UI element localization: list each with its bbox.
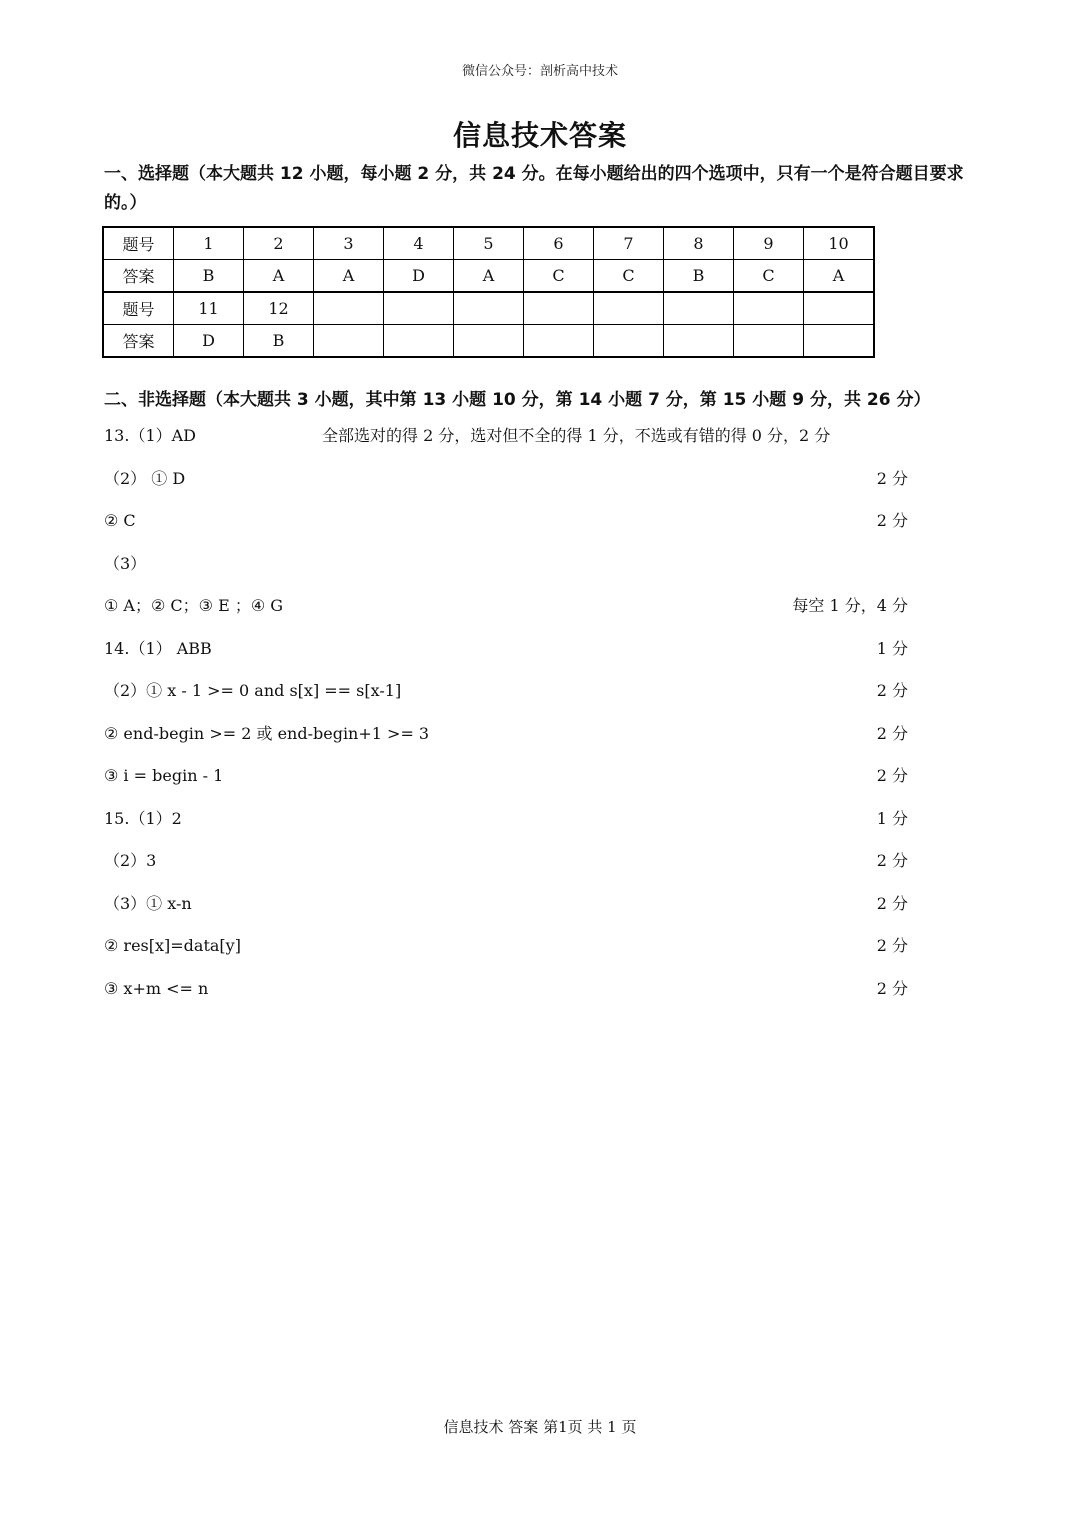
table-cell — [734, 292, 804, 325]
table-cell: 11 — [174, 292, 244, 325]
scoring-note: 全部选对的得 2 分，选对但不全的得 1 分，不选或有错的得 0 分，2 分 — [322, 426, 831, 445]
table-row — [103, 325, 874, 358]
table-cell: 3 — [314, 227, 384, 260]
answer-line — [104, 466, 908, 492]
table-cell — [664, 325, 734, 358]
number-row-label: 题号 — [103, 292, 174, 325]
table-cell: 10 — [804, 227, 875, 260]
answer-text: ② res[x]=data[y] — [104, 936, 241, 955]
table-cell — [384, 325, 454, 358]
table-cell — [594, 292, 664, 325]
section-1-heading: 一、选择题（本大题共 12 小题，每小题 2 分，共 24 分。在每小题给出的四个选项中，只有一个是符合题目要求的。） — [104, 164, 964, 213]
answer-text: 15.（1）2 — [104, 809, 182, 828]
answer-text: （2）3 — [104, 851, 157, 870]
table-cell — [314, 325, 384, 358]
answer-text: ③ i = begin - 1 — [104, 766, 224, 785]
answer-text: 13.（1）AD — [104, 426, 197, 445]
answer-row-label: 答案 — [103, 260, 174, 293]
score-text: 1 分 — [876, 809, 908, 828]
table-cell: C — [734, 260, 804, 293]
table-row — [103, 227, 874, 260]
table-cell — [454, 325, 524, 358]
answer-line — [104, 763, 908, 789]
answer-text: （2） ① D — [104, 469, 186, 488]
table-cell — [594, 325, 664, 358]
score-text: 每空 1 分，4 分 — [792, 596, 908, 615]
answer-table — [102, 226, 875, 358]
table-cell: A — [314, 260, 384, 293]
number-row-label: 题号 — [103, 227, 174, 260]
answer-line — [104, 593, 908, 619]
table-cell: A — [454, 260, 524, 293]
score-text: 1 分 — [876, 639, 908, 658]
score-text: 2 分 — [876, 936, 908, 955]
answer-line — [104, 806, 908, 832]
table-cell: C — [594, 260, 664, 293]
answer-text: （3） — [104, 554, 147, 573]
table-cell — [314, 292, 384, 325]
answer-line — [104, 976, 908, 1002]
answer-line — [104, 933, 908, 959]
score-text: 2 分 — [876, 979, 908, 998]
table-cell — [664, 292, 734, 325]
table-cell: 9 — [734, 227, 804, 260]
score-text: 2 分 — [876, 851, 908, 870]
table-cell: B — [664, 260, 734, 293]
answer-text: （2）① x - 1 >= 0 and s[x] == s[x-1] — [104, 681, 402, 700]
table-cell — [804, 325, 875, 358]
table-cell — [734, 325, 804, 358]
table-cell: 8 — [664, 227, 734, 260]
table-row — [103, 260, 874, 293]
table-cell: 5 — [454, 227, 524, 260]
table-cell: 2 — [244, 227, 314, 260]
table-row — [103, 292, 874, 325]
score-text: 2 分 — [876, 511, 908, 530]
score-text: 2 分 — [876, 681, 908, 700]
table-cell: B — [174, 260, 244, 293]
score-text: 2 分 — [876, 894, 908, 913]
answer-text: 14.（1） ABB — [104, 639, 212, 658]
table-cell: 7 — [594, 227, 664, 260]
answer-text: ② C — [104, 511, 136, 530]
answer-text: （3）① x-n — [104, 894, 192, 913]
answer-text: ② end-begin >= 2 或 end-begin+1 >= 3 — [104, 724, 430, 743]
table-cell: 4 — [384, 227, 454, 260]
answer-line — [104, 848, 908, 874]
section-2-heading: 二、非选择题（本大题共 3 小题，其中第 13 小题 10 分，第 14 小题 7 分，第 15 小题 9 分，共 26 分） — [104, 390, 931, 410]
table-cell: 1 — [174, 227, 244, 260]
table-cell — [454, 292, 524, 325]
table-cell: D — [384, 260, 454, 293]
table-cell — [524, 325, 594, 358]
table-cell — [524, 292, 594, 325]
page-footer: 信息技术 答案 第1页 共 1 页 — [443, 1418, 637, 1436]
answer-line — [104, 721, 908, 747]
table-cell: 12 — [244, 292, 314, 325]
answer-text: ① A；② C；③ E ；④ G — [104, 596, 284, 615]
table-cell — [804, 292, 875, 325]
table-cell: D — [174, 325, 244, 358]
table-cell: A — [244, 260, 314, 293]
answer-line — [104, 636, 908, 662]
answer-text: ③ x+m <= n — [104, 979, 209, 998]
table-cell: 6 — [524, 227, 594, 260]
answer-line — [104, 551, 908, 577]
score-text: 2 分 — [876, 724, 908, 743]
table-cell: A — [804, 260, 875, 293]
answer-line — [104, 423, 908, 449]
table-cell: C — [524, 260, 594, 293]
page-title: 信息技术答案 — [452, 119, 627, 152]
score-text: 2 分 — [876, 469, 908, 488]
table-cell — [384, 292, 454, 325]
header-note: 微信公众号：剖析高中技术 — [461, 64, 618, 79]
answer-line — [104, 891, 908, 917]
answer-line — [104, 678, 908, 704]
answer-line — [104, 508, 908, 534]
answer-row-label: 答案 — [103, 325, 174, 358]
table-cell: B — [244, 325, 314, 358]
score-text: 2 分 — [876, 766, 908, 785]
